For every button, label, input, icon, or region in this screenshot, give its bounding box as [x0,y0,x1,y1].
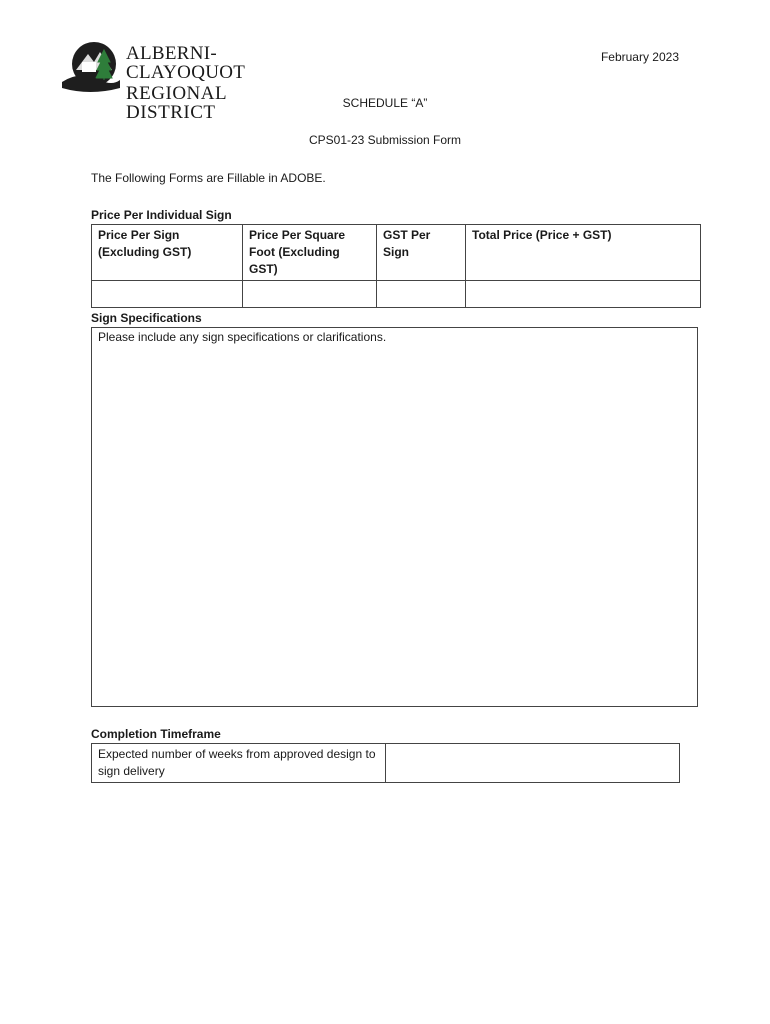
col-total-price: Total Price (Price + GST) [466,225,701,281]
timeframe-section-title: Completion Timeframe [91,727,221,741]
spec-placeholder: Please include any sign specifications or clarifications. [98,330,387,344]
district-emblem-icon [60,40,122,96]
col-gst-per-sign: GST Per Sign [377,225,466,281]
schedule-heading: SCHEDULE “A” [342,96,428,110]
form-title: CPS01-23 Submission Form [308,133,462,147]
logo-line2: REGIONAL DISTRICT [126,83,227,123]
document-date: February 2023 [600,50,679,64]
col-price-per-square-foot: Price Per Square Foot (Excluding GST) [243,225,377,281]
weeks-to-delivery-field[interactable] [386,744,680,783]
gst-per-sign-field[interactable] [377,281,466,308]
price-section-title: Price Per Individual Sign [91,208,232,222]
logo-line1: ALBERNI-CLAYOQUOT [126,43,246,83]
district-logo [60,40,320,123]
price-table [91,224,701,308]
timeframe-label: Expected number of weeks from approved design to sign delivery [92,744,386,783]
col-price-per-sign: Price Per Sign (Excluding GST) [92,225,243,281]
fillable-note: The Following Forms are Fillable in ADOBE. [91,171,326,185]
price-per-sign-field[interactable] [92,281,243,308]
total-price-field[interactable] [466,281,701,308]
spec-section-title: Sign Specifications [91,311,202,325]
price-per-square-foot-field[interactable] [243,281,377,308]
sign-specifications-field[interactable] [91,327,698,707]
timeframe-table [91,743,680,783]
